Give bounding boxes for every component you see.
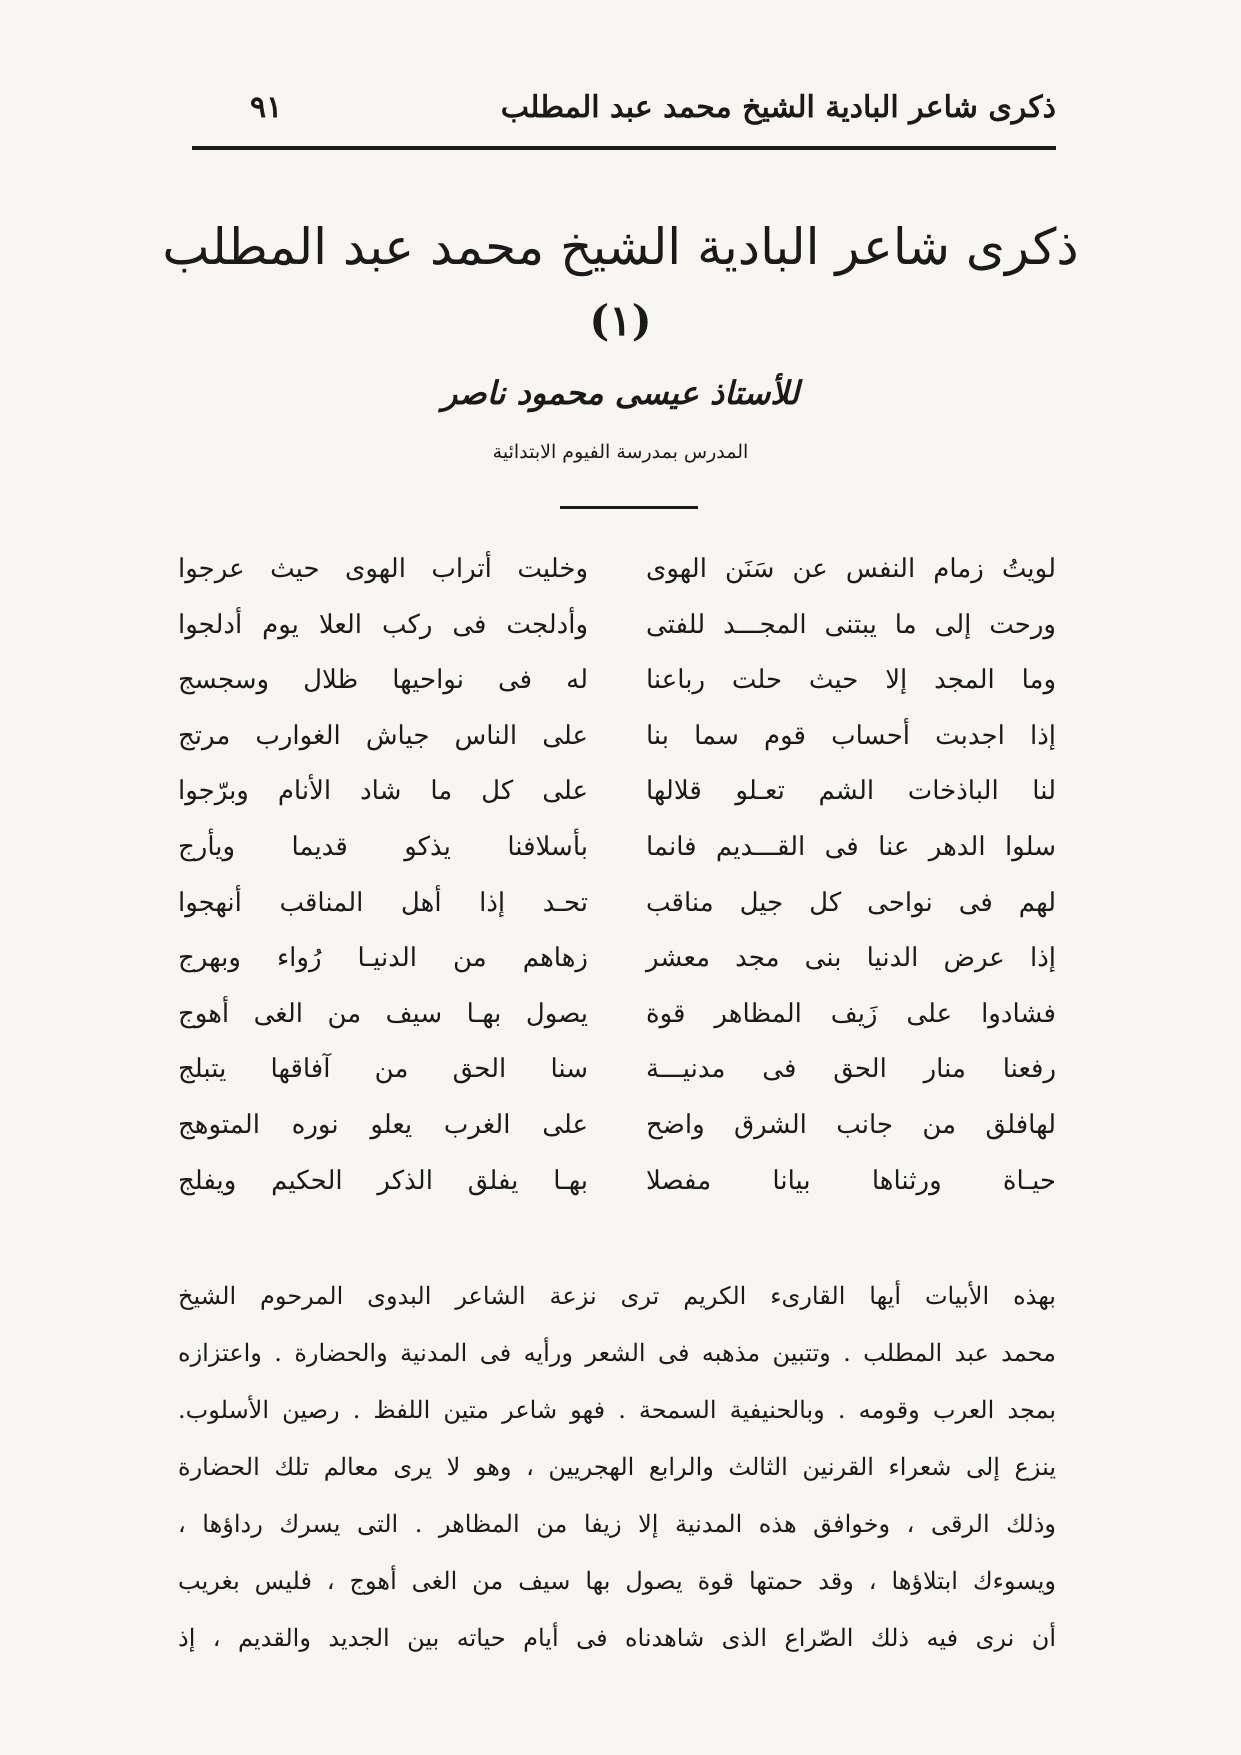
verse-line bbox=[178, 1098, 1056, 1154]
verse-line bbox=[178, 1154, 1056, 1210]
verse-second-hemistich: على الغرب يعلو نوره المتوهج bbox=[178, 1109, 588, 1140]
verse-line bbox=[178, 542, 1056, 598]
poem bbox=[178, 542, 1056, 1209]
verse-line bbox=[178, 764, 1056, 820]
page-number: ٩١ bbox=[250, 90, 283, 125]
verse-second-hemistich: زهاهم من الدنيـا رُواء وبهرج bbox=[178, 943, 588, 974]
prose-line: وذلك الرقى ، وخوافق هذه المدنية إلا زيفا من المظاهر . التى يسرك رداؤها ، bbox=[178, 1510, 1056, 1538]
verse-second-hemistich: بأسلافنا يذكو قديما ويأرج bbox=[178, 831, 588, 862]
verse-first-hemistich: لويتُ زمام النفس عن سَنَن الهوى bbox=[646, 554, 1056, 584]
verse-line bbox=[178, 1042, 1056, 1098]
prose-line: محمد عبد المطلب . وتتبين مذهبه فى الشعر ورأيه فى المدنية والحضارة . واعتزازه bbox=[178, 1339, 1056, 1367]
verse-first-hemistich: حيـاة ورثناها بيانا مفصلا bbox=[646, 1165, 1056, 1196]
verse-second-hemistich: على الناس جياش الغوارب مرتج bbox=[178, 720, 588, 751]
prose-line: ينزع إلى شعراء القرنين الثالث والرابع الهجريين ، وهو لا يرى معالم تلك الحضارة bbox=[178, 1453, 1056, 1481]
verse-first-hemistich: رفعنا منار الحق فى مدنيـــة bbox=[646, 1054, 1056, 1085]
section-divider bbox=[560, 506, 698, 509]
verse-first-hemistich: ورحت إلى ما يبتنى المجـــد للفتى bbox=[646, 609, 1056, 640]
prose-paragraph bbox=[178, 1268, 1056, 1667]
prose-line: أن نرى فيه ذلك الصّراع الذى شاهدناه فى أيام حياته بين الجديد والقديم ، إذ bbox=[178, 1624, 1056, 1652]
verse-line bbox=[178, 931, 1056, 987]
verse-second-hemistich: له فى نواحيها ظلال وسجسج bbox=[178, 665, 588, 696]
verse-line bbox=[178, 598, 1056, 654]
verse-second-hemistich: سنا الحق من آفاقها يتبلج bbox=[178, 1054, 588, 1085]
part-number: (١) bbox=[589, 296, 652, 345]
verse-first-hemistich: فشادوا على زَيف المظاهر قوة bbox=[646, 998, 1056, 1029]
running-header bbox=[190, 88, 1056, 138]
running-title: ذكرى شاعر البادية الشيخ محمد عبد المطلب bbox=[500, 90, 1056, 125]
verse-second-hemistich: وأدلجت فى ركب العلا يوم أدلجوا bbox=[178, 609, 588, 640]
verse-first-hemistich: لهم فى نواحى كل جيل مناقب bbox=[646, 887, 1056, 918]
verse-line bbox=[178, 709, 1056, 765]
author-affiliation: المدرس بمدرسة الفيوم الابتدائية bbox=[492, 441, 749, 463]
article-title: ذكرى شاعر البادية الشيخ محمد عبد المطلب bbox=[162, 218, 1079, 276]
prose-line: ويسوءك ابتلاؤها ، وقد حمتها قوة يصول بها سيف من الغى أهوج ، فليس بغريب bbox=[178, 1567, 1056, 1595]
header-rule bbox=[192, 146, 1056, 150]
verse-second-hemistich: بهـا يفلق الذكر الحكيم ويفلج bbox=[178, 1165, 588, 1196]
verse-second-hemistich: على كل ما شاد الأنام وبرّجوا bbox=[178, 776, 588, 807]
verse-first-hemistich: إذا عرض الدنيا بنى مجد معشر bbox=[646, 943, 1056, 974]
verse-first-hemistich: سلوا الدهر عنا فى القـــديم فانما bbox=[646, 831, 1056, 862]
verse-first-hemistich: إذا اجدبت أحساب قوم سما بنا bbox=[646, 720, 1056, 751]
verse-second-hemistich: تحـد إذا أهل المناقب أنهجوا bbox=[178, 887, 588, 918]
verse-first-hemistich: لهافلق من جانب الشرق واضح bbox=[646, 1109, 1056, 1140]
verse-line bbox=[178, 876, 1056, 932]
author-byline: للأستاذ عيسى محمود ناصر bbox=[441, 374, 800, 412]
verse-second-hemistich: وخليت أتراب الهوى حيث عرجوا bbox=[178, 554, 588, 584]
prose-line: بهذه الأبيات أيها القارىء الكريم ترى نزعة الشاعر البدوى المرحوم الشيخ bbox=[178, 1282, 1056, 1310]
verse-line bbox=[178, 820, 1056, 876]
verse-line bbox=[178, 987, 1056, 1043]
verse-first-hemistich: لنا الباذخات الشم تعـلو قلالها bbox=[646, 776, 1056, 807]
verse-second-hemistich: يصول بهـا سيف من الغى أهوج bbox=[178, 998, 588, 1029]
verse-line bbox=[178, 653, 1056, 709]
prose-line: بمجد العرب وقومه . وبالحنيفية السمحة . فهو شاعر متين اللفظ . رصين الأسلوب. bbox=[178, 1396, 1056, 1424]
verse-first-hemistich: وما المجد إلا حيث حلت رباعنا bbox=[646, 665, 1056, 696]
